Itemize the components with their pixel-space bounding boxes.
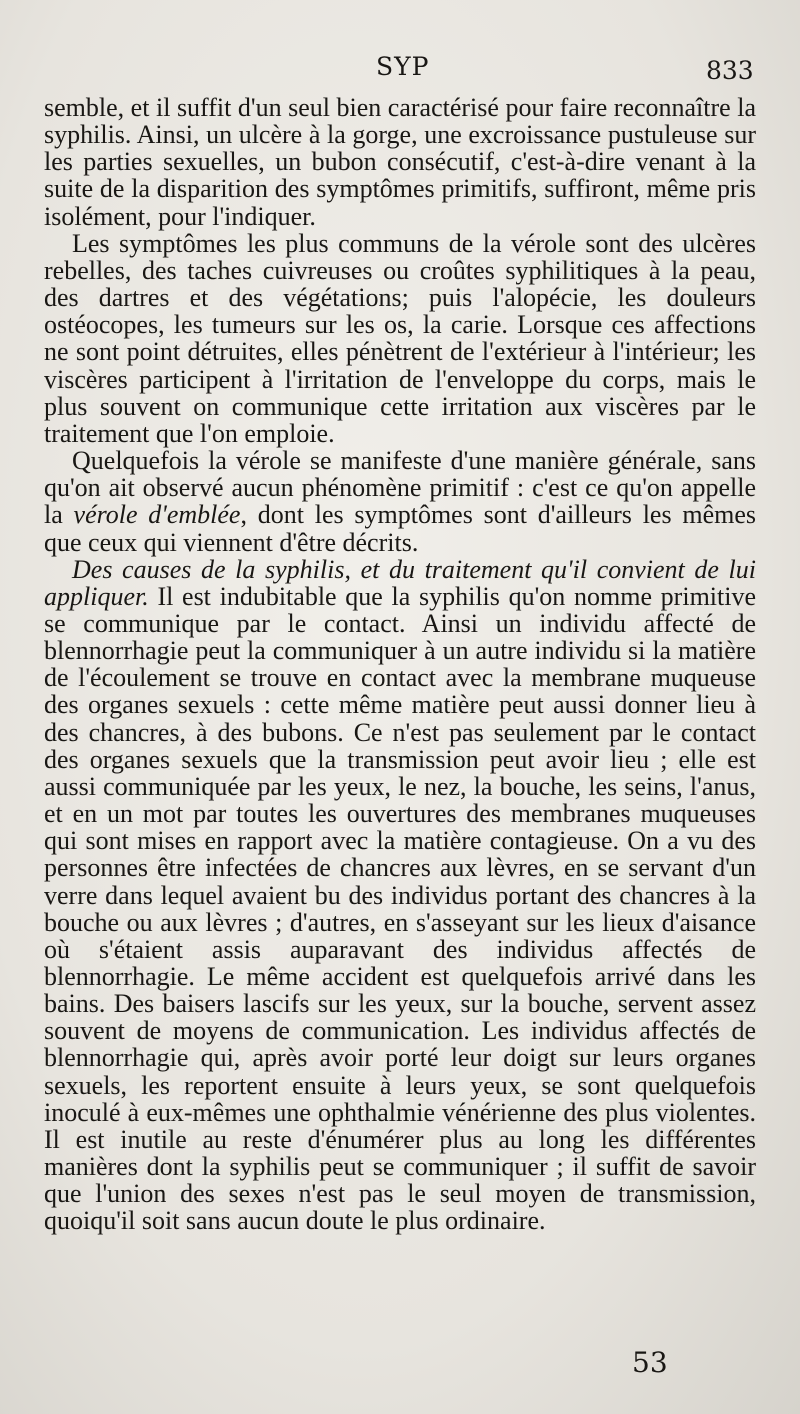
page-header	[0, 48, 800, 88]
paragraph-text: , dont les symptômes sont d'ailleurs les mêmes que ceux qui viennent d'être décrits.	[44, 500, 756, 557]
paragraph-verole-emblee	[44, 447, 756, 556]
paragraph-causes	[44, 556, 756, 1235]
italic-term: vérole d'emblée	[73, 500, 241, 530]
paragraph-symptoms: Les symptômes les plus communs de la vérole sont des ulcères rebelles, des taches cuivreuses ou croûtes syphilitiques à la peau, des dartres et des végétations; puis l'alopécie, les douleurs ostéocopes, les tumeurs sur les os, la carie. Lorsque ces affections ne sont point détruites, elles pénètrent de l'extérieur à l'intérieur; les viscères participent à l'irritation de l'enveloppe du corps, mais le plus souvent on communique cette irritation aux viscères par le traitement que l'on emploie.	[44, 228, 756, 448]
running-head: SYP	[376, 52, 430, 81]
section-heading: Des causes de la syphilis, et du traitement qu'il convient de lui appliquer.	[44, 554, 756, 611]
paragraph-continuation: semble, et il suffit d'un seul bien caractérisé pour faire reconnaître la syphilis. Ainsi, un ulcère à la gorge, une excroissance pustuleuse sur les parties sexuelles, un bubon consécutif, c'est-à-dire venant à la suite de la disparition des symptômes primitifs, suffiront, même pris isolément, pour l'indiquer.	[44, 93, 756, 231]
page-number: 833	[706, 56, 754, 85]
paragraph-text: Il est indubitable que la syphilis qu'on nomme primitive se communique par le contact. Ainsi un individu affecté de blennorrhagie peut la communiquer à un autre individu si la matière de l'écoulement se trouve en contact avec la membrane muqueuse des organes sexuels : cette même matière peut aussi donner lieu à des chancres, à des bubons. Ce n'est pas seulement par le contact des organes sexuels que la transmission peut avoir lieu ; elle est aussi communiquée par les yeux, le nez, la bouche, les seins, l'anus, et en un mot par toutes les ouvertures des membranes muqueuses qui sont mises en rapport avec la matière contagieuse. On a vu des personnes être infectées de chancres aux lèvres, en se servant d'un verre dans lequel avaient bu des individus portant des chancres à la bouche ou aux lèvres ; d'autres, en s'asseyant sur les lieux d'aisance où s'étaient assis auparavant des individus affectés de blennorrhagie. Le même accident est quelquefois arrivé dans les bains. Des baisers lascifs sur les yeux, sur la bouche, servent assez souvent de moyens de communication. Les individus affectés de blennorrhagie qui, après avoir porté leur doigt sur leurs organes sexuels, les reportent ensuite à leurs yeux, se sont quelquefois inoculé à eux-mêmes une ophthalmie vénérienne des plus violentes. Il est inutile au reste d'énumérer plus au long les différentes manières dont la syphilis peut se communiquer ; il suffit de savoir que l'union des sexes n'est pas le seul moyen de transmission, quoiqu'il soit sans aucun doute le plus ordinaire.	[44, 581, 756, 1236]
body-text	[44, 94, 756, 1235]
paragraph-text: Quelquefois la vérole se manifeste d'une manière générale, sans qu'on ait observé aucun phénomène primitif : c'est ce qu'on appelle la	[44, 446, 756, 530]
signature-mark: 53	[632, 1346, 668, 1379]
